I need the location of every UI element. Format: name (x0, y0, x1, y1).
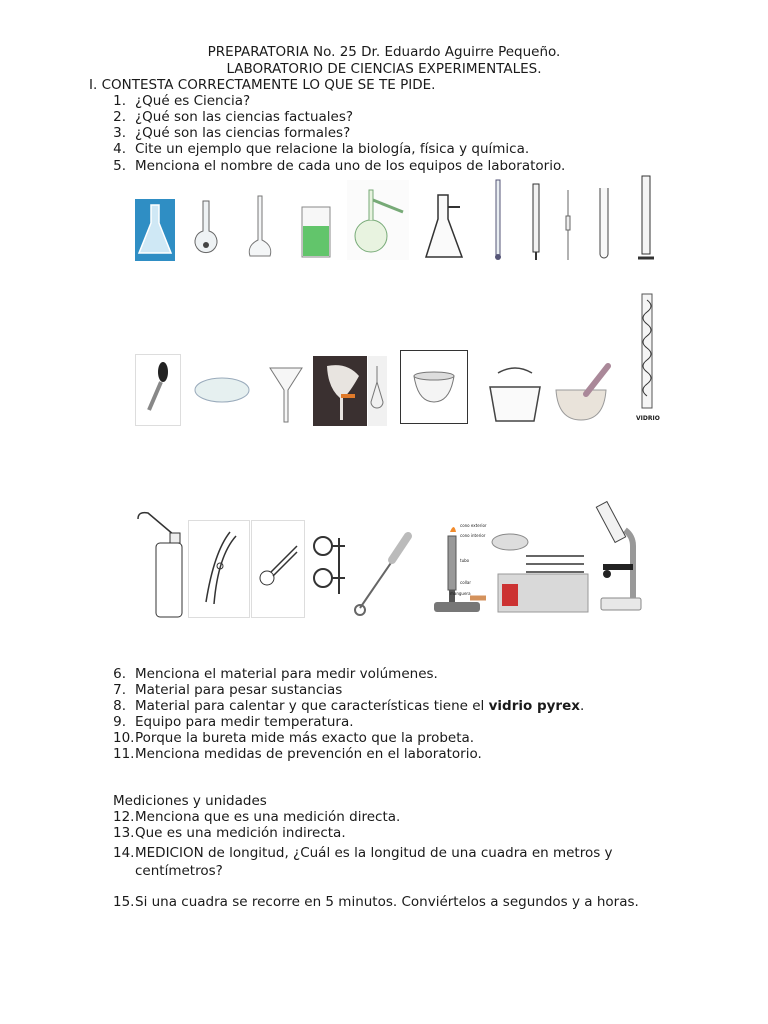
test-tube-icon (597, 186, 611, 262)
question-number: 2. (113, 109, 126, 125)
separatory-funnel-icon (313, 356, 387, 426)
question-number: 11. (113, 746, 135, 762)
funnel-icon (266, 362, 306, 426)
thermometer-icon (492, 178, 504, 262)
question-text-tail: . (579, 698, 585, 714)
evaporating-dish-icon (400, 350, 468, 424)
burner-label: cono exterior (460, 523, 487, 528)
watch-glass-icon (193, 372, 251, 408)
graduated-cylinder-icon (636, 174, 656, 262)
burner-label: tubo (460, 558, 470, 563)
question-number: 1. (113, 93, 126, 109)
kitasato-flask-icon (424, 193, 464, 261)
question-number: 6. (113, 666, 126, 682)
crucible-tongs-icon (188, 520, 250, 618)
question-number: 5. (113, 158, 126, 174)
question-text: Equipo para medir temperatura. (135, 714, 354, 730)
wash-bottle-icon (136, 505, 186, 619)
condenser-icon (633, 292, 661, 426)
bunsen-burner-icon (430, 520, 488, 616)
volumetric-flask-icon (248, 194, 272, 262)
question-number: 15. (113, 894, 135, 910)
microscope-icon (593, 498, 661, 614)
question-number: 13. (113, 825, 135, 841)
flask-tongs-icon (251, 520, 305, 618)
question-number: 3. (113, 125, 126, 141)
school-title: PREPARATORIA No. 25 Dr. Eduardo Aguirre Pequeño. (207, 44, 561, 60)
question-text-continuation: centímetros? (135, 863, 223, 879)
pipette-icon (563, 188, 573, 262)
question-text: Menciona el nombre de cada uno de los equipos de laboratorio. (135, 158, 566, 174)
question-text (135, 698, 584, 714)
question-number: 7. (113, 682, 126, 698)
distillation-flask-icon (347, 180, 409, 260)
question-number: 9. (113, 714, 126, 730)
beaker-icon (299, 204, 333, 260)
erlenmeyer-flask-icon (135, 199, 175, 261)
mortar-and-pestle-icon (548, 360, 614, 426)
question-text: Menciona que es una medición directa. (135, 809, 401, 825)
question-text-part: Material para calentar y que características tiene el (135, 698, 489, 714)
question-text: ¿Qué son las ciencias formales? (135, 125, 351, 141)
question-text: Si una cuadra se recorre en 5 minutos. Conviértelos a segundos y a horas. (135, 894, 639, 910)
question-text: MEDICION de longitud, ¿Cuál es la longitud de una cuadra en metros y (135, 845, 613, 861)
section-heading-measurements: Mediciones y unidades (113, 793, 267, 809)
condenser-label: VIDRIO (636, 415, 660, 422)
test-tube-brush-icon (352, 524, 416, 618)
crucible-icon (484, 365, 546, 425)
question-text: Material para pesar sustancias (135, 682, 343, 698)
section-heading: I. CONTESTA CORRECTAMENTE LO QUE SE TE PIDE. (89, 77, 436, 93)
round-flask-icon (190, 199, 222, 261)
burner-label: cono interior (460, 533, 486, 538)
question-text: Porque la bureta mide más exacto que la probeta. (135, 730, 475, 746)
burner-label: manguera (450, 591, 471, 596)
question-number: 8. (113, 698, 126, 714)
triple-beam-balance-icon (490, 526, 590, 616)
question-text: ¿Qué son las ciencias factuales? (135, 109, 354, 125)
dropper-icon (135, 354, 181, 426)
question-text: Menciona medidas de prevención en el laboratorio. (135, 746, 482, 762)
question-text: Cite un ejemplo que relacione la biología, física y química. (135, 141, 530, 157)
question-number: 14. (113, 845, 135, 861)
burner-label: collar (460, 580, 471, 585)
burette-icon (530, 182, 542, 262)
question-number: 10. (113, 730, 135, 746)
question-number: 4. (113, 141, 126, 157)
question-number: 12. (113, 809, 135, 825)
question-text: Que es una medición indirecta. (135, 825, 346, 841)
burette-clamp-icon (309, 532, 349, 598)
highlighted-term: vidrio pyrex (488, 698, 580, 714)
lab-title: LABORATORIO DE CIENCIAS EXPERIMENTALES. (226, 61, 542, 77)
question-text: ¿Qué es Ciencia? (135, 93, 251, 109)
question-text: Menciona el material para medir volúmenes. (135, 666, 438, 682)
